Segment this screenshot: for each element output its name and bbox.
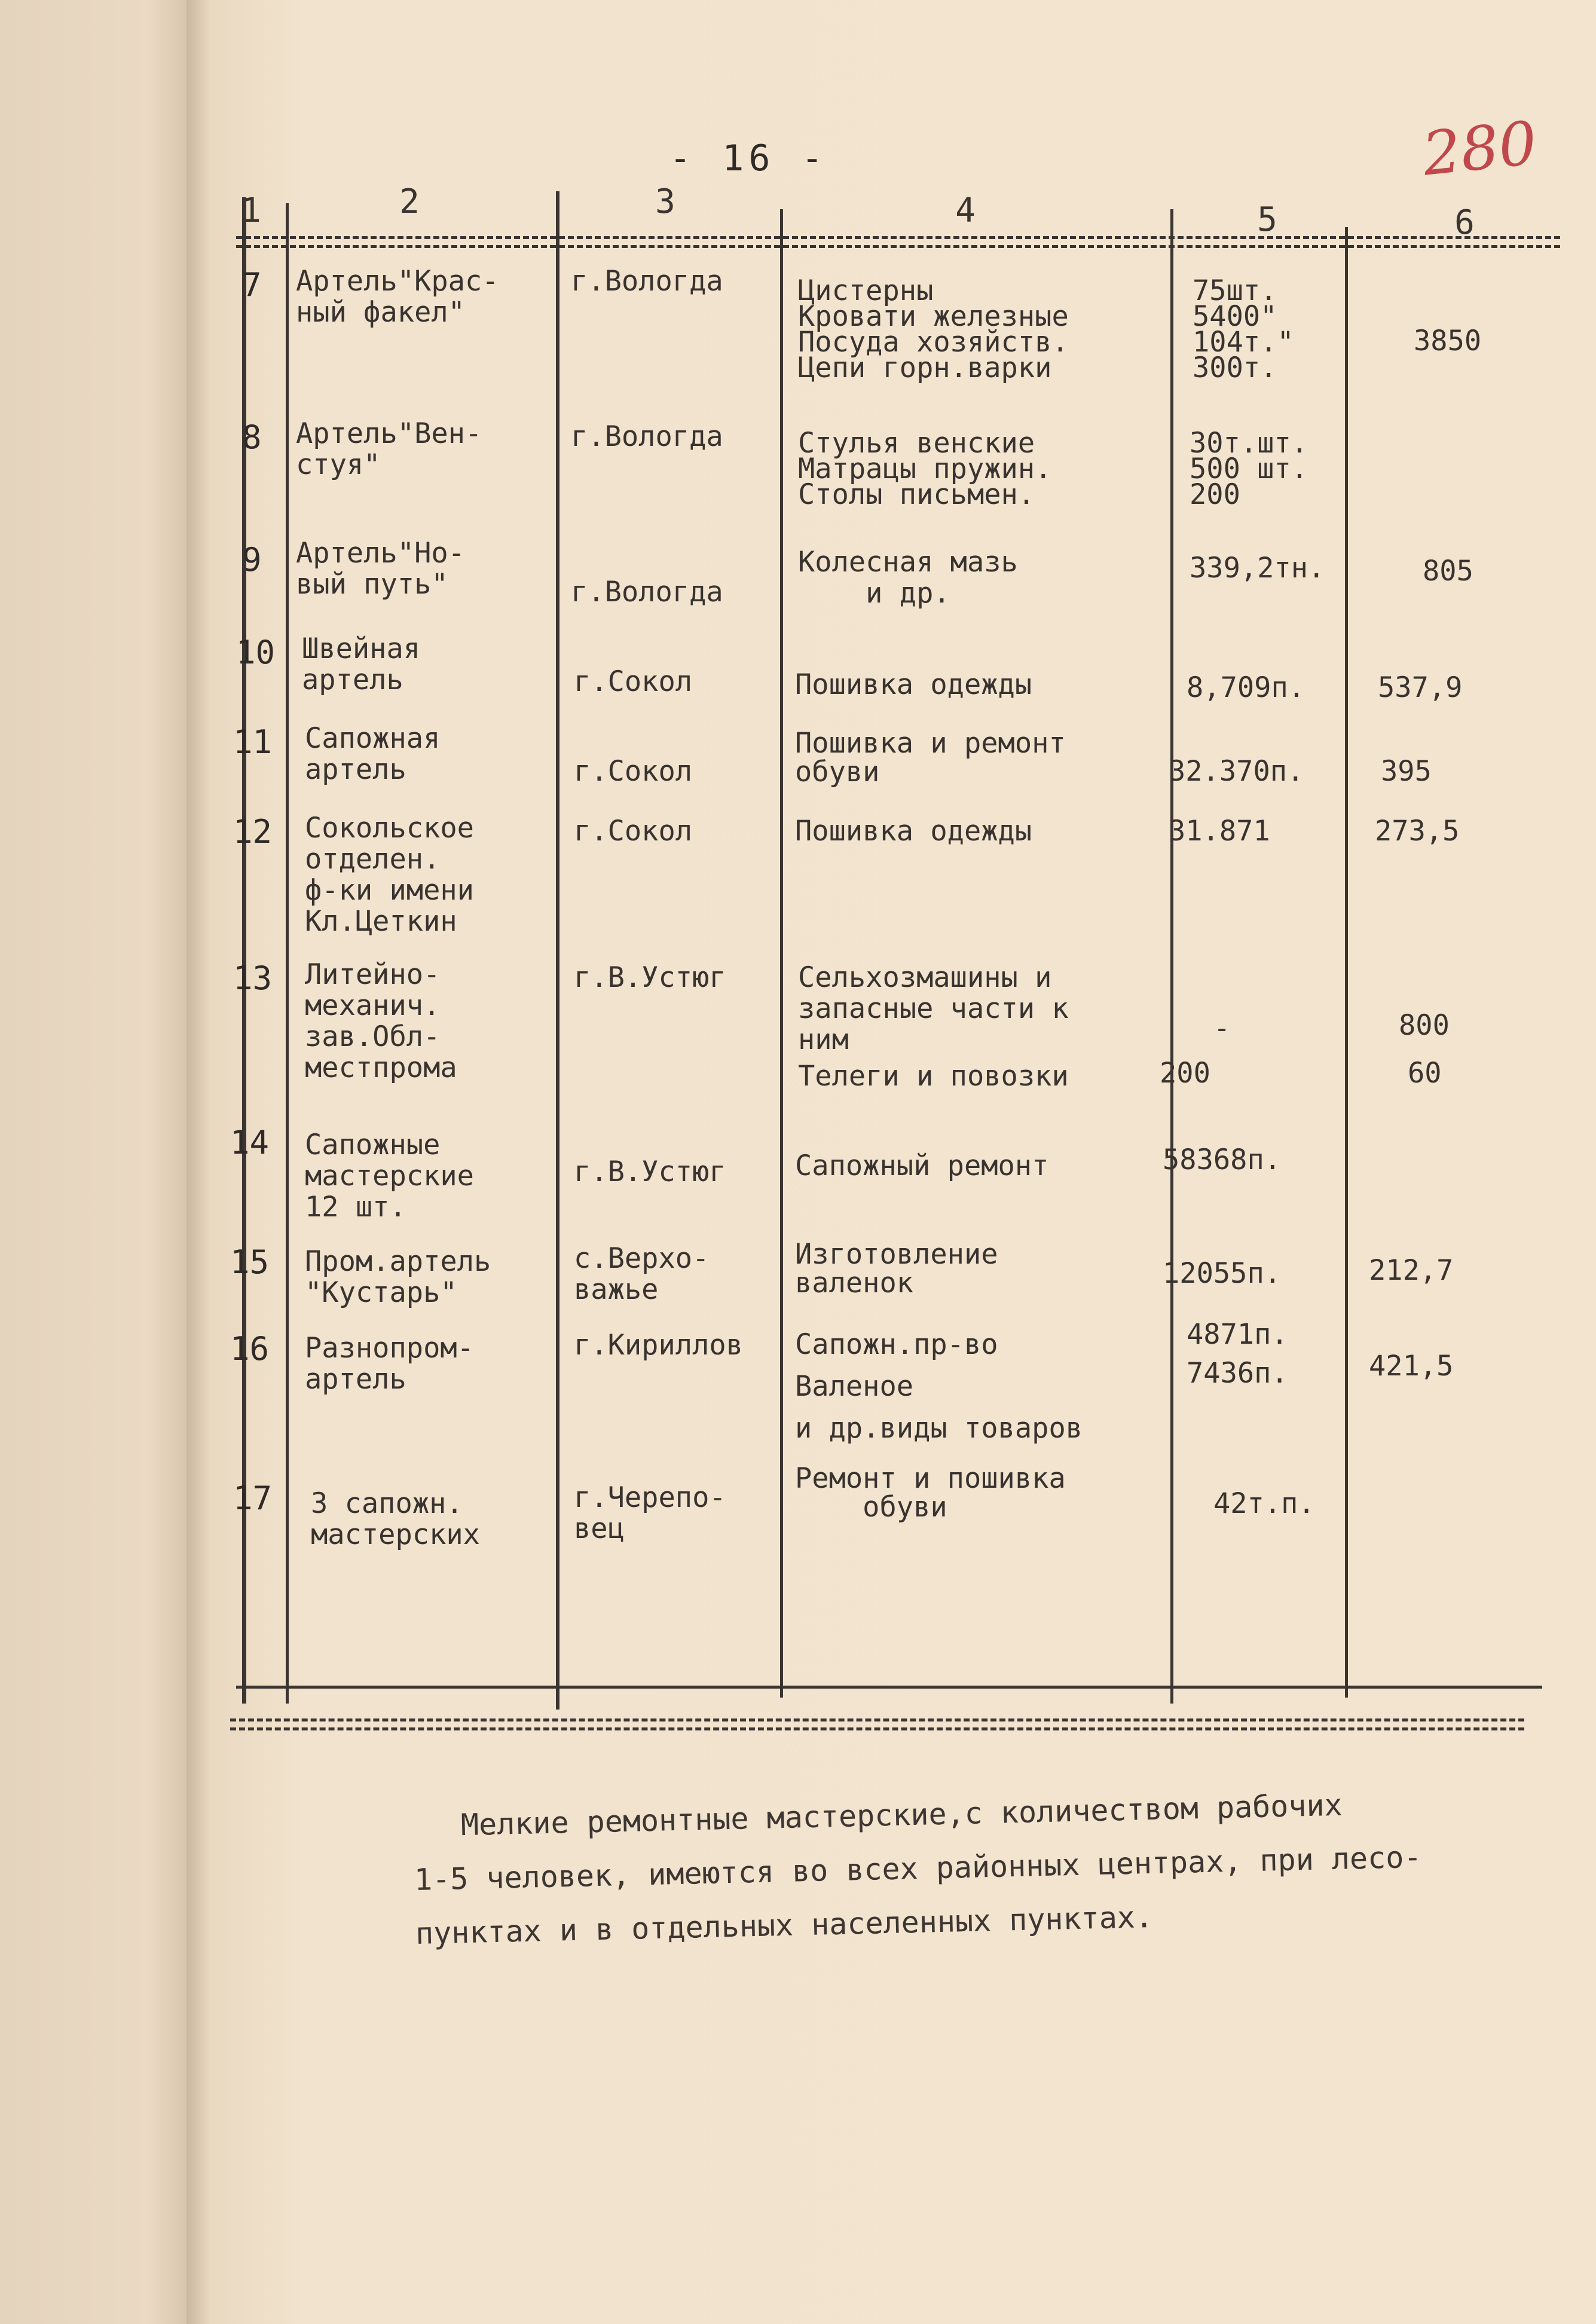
row-number: 9 — [242, 541, 262, 579]
products: Колесная мазь и др. — [798, 546, 1018, 610]
output-quantity: 58368п. — [1163, 1143, 1282, 1176]
location: г.Кириллов — [574, 1329, 743, 1362]
row-number: 11 — [233, 723, 273, 761]
column-header-5: 5 — [1257, 200, 1277, 239]
products: Сельхозмашины и запасные части к ним — [798, 961, 1069, 1056]
enterprise-name: Пром.артель "Кустарь" — [305, 1245, 491, 1309]
footnote-paragraph — [412, 1773, 1552, 1961]
output-value: 537,9 — [1378, 671, 1463, 704]
location: г.В.Устюг — [574, 961, 726, 994]
location: с.Верхо- важье — [574, 1242, 710, 1306]
output-quantity: 32.370п. — [1169, 755, 1304, 788]
products-secondary: Телеги и повозки — [798, 1060, 1069, 1093]
enterprise-name: Сапожная артель — [305, 722, 441, 786]
row-number: 14 — [230, 1124, 270, 1161]
row-number: 16 — [230, 1330, 270, 1368]
output-value: 212,7 — [1369, 1254, 1454, 1287]
column-header-1: 1 — [241, 191, 261, 230]
products: Ремонт и пошивка обуви — [795, 1462, 1066, 1524]
output-quantity: 42т.п. — [1213, 1487, 1315, 1520]
enterprise-name: Артель"Крас- ный факел" — [296, 265, 499, 329]
output-value: 421,5 — [1369, 1350, 1454, 1383]
row-number: 17 — [233, 1479, 273, 1517]
products: Цистерны Кровати железные Посуда хозяйств. Цепи горн.варки — [798, 274, 1069, 384]
row-number: 10 — [236, 634, 276, 671]
output-quantity: 8,709п. — [1187, 671, 1305, 704]
output-quantity: 339,2тн. — [1190, 552, 1325, 585]
output-value: 3850 — [1414, 325, 1482, 357]
facing-page — [0, 0, 186, 2324]
products: Изготовление валенок — [795, 1238, 998, 1299]
enterprise-name: Разнопром- артель — [305, 1332, 474, 1396]
row-number: 15 — [230, 1243, 270, 1281]
output-quantity: 4871п. 7436п. — [1187, 1318, 1288, 1390]
column-header-6: 6 — [1454, 203, 1475, 242]
output-value: 395 — [1381, 755, 1432, 788]
output-quantity: 75шт. 5400" 104т." 300т. — [1193, 274, 1294, 384]
enterprise-name: Литейно- механич. зав.Обл- местпрома — [305, 958, 457, 1084]
products: Пошивка и ремонт обуви — [795, 727, 1066, 788]
row-number: 13 — [233, 959, 273, 997]
page-number: - 16 - — [669, 137, 828, 179]
enterprise-name: 3 сапожн. мастерских — [311, 1487, 480, 1551]
archive-folio-number: 280 — [1419, 108, 1540, 189]
column-header-4: 4 — [955, 191, 976, 230]
location: г.Сокол — [574, 665, 693, 698]
location: г.Сокол — [574, 815, 693, 848]
enterprise-name: Сокольское отделен. ф-ки имени Кл.Цеткин — [305, 812, 474, 938]
output-quantity: 12055п. — [1163, 1257, 1282, 1290]
location: г.Вологда — [571, 420, 723, 453]
location: г.Вологда — [571, 576, 723, 608]
products: Сапожный ремонт — [795, 1149, 1049, 1182]
footnote-line: Мелкие ремонтные мастерские,с количеством рабочих — [460, 1787, 1343, 1843]
output-value: 800 — [1399, 1009, 1450, 1042]
enterprise-name: Сапожные мастерские 12 шт. — [305, 1129, 474, 1224]
output-value: 805 — [1423, 555, 1473, 588]
enterprise-name: Артель"Вен- стуя" — [296, 417, 482, 481]
enterprise-name: Швейная артель — [302, 632, 421, 696]
footnote-line: пунктах и в отдельных населенных пунктах. — [415, 1899, 1154, 1951]
column-header-3: 3 — [655, 182, 675, 221]
row-number: 12 — [233, 813, 273, 851]
products: Сапожн.пр-во Валеное и др.виды товаров — [795, 1328, 1083, 1445]
row-number: 8 — [242, 418, 262, 456]
location: г.Вологда — [571, 265, 723, 298]
footnote-line: 1-5 человек, имеются во всех районных центрах, при лесо- — [414, 1839, 1423, 1897]
location: г.Сокол — [574, 755, 693, 788]
output-value: 273,5 — [1375, 815, 1460, 848]
output-quantity: 31.871 — [1169, 815, 1270, 848]
output-value-secondary: 60 — [1408, 1057, 1442, 1090]
products: Пошивка одежды — [795, 815, 1032, 848]
location: г.Черепо- вец — [574, 1481, 726, 1545]
row-number: 7 — [242, 266, 262, 304]
output-quantity-secondary: 200 — [1160, 1057, 1210, 1090]
products: Стулья венские Матрацы пружин. Столы письмен. — [798, 427, 1052, 511]
output-quantity: 30т.шт. 500 шт. 200 — [1190, 427, 1308, 511]
column-header-2: 2 — [399, 182, 420, 221]
enterprise-name: Артель"Но- вый путь" — [296, 537, 465, 601]
location: г.В.Устюг — [574, 1155, 726, 1188]
products: Пошивка одежды — [795, 668, 1032, 701]
output-quantity: - — [1213, 1012, 1231, 1045]
